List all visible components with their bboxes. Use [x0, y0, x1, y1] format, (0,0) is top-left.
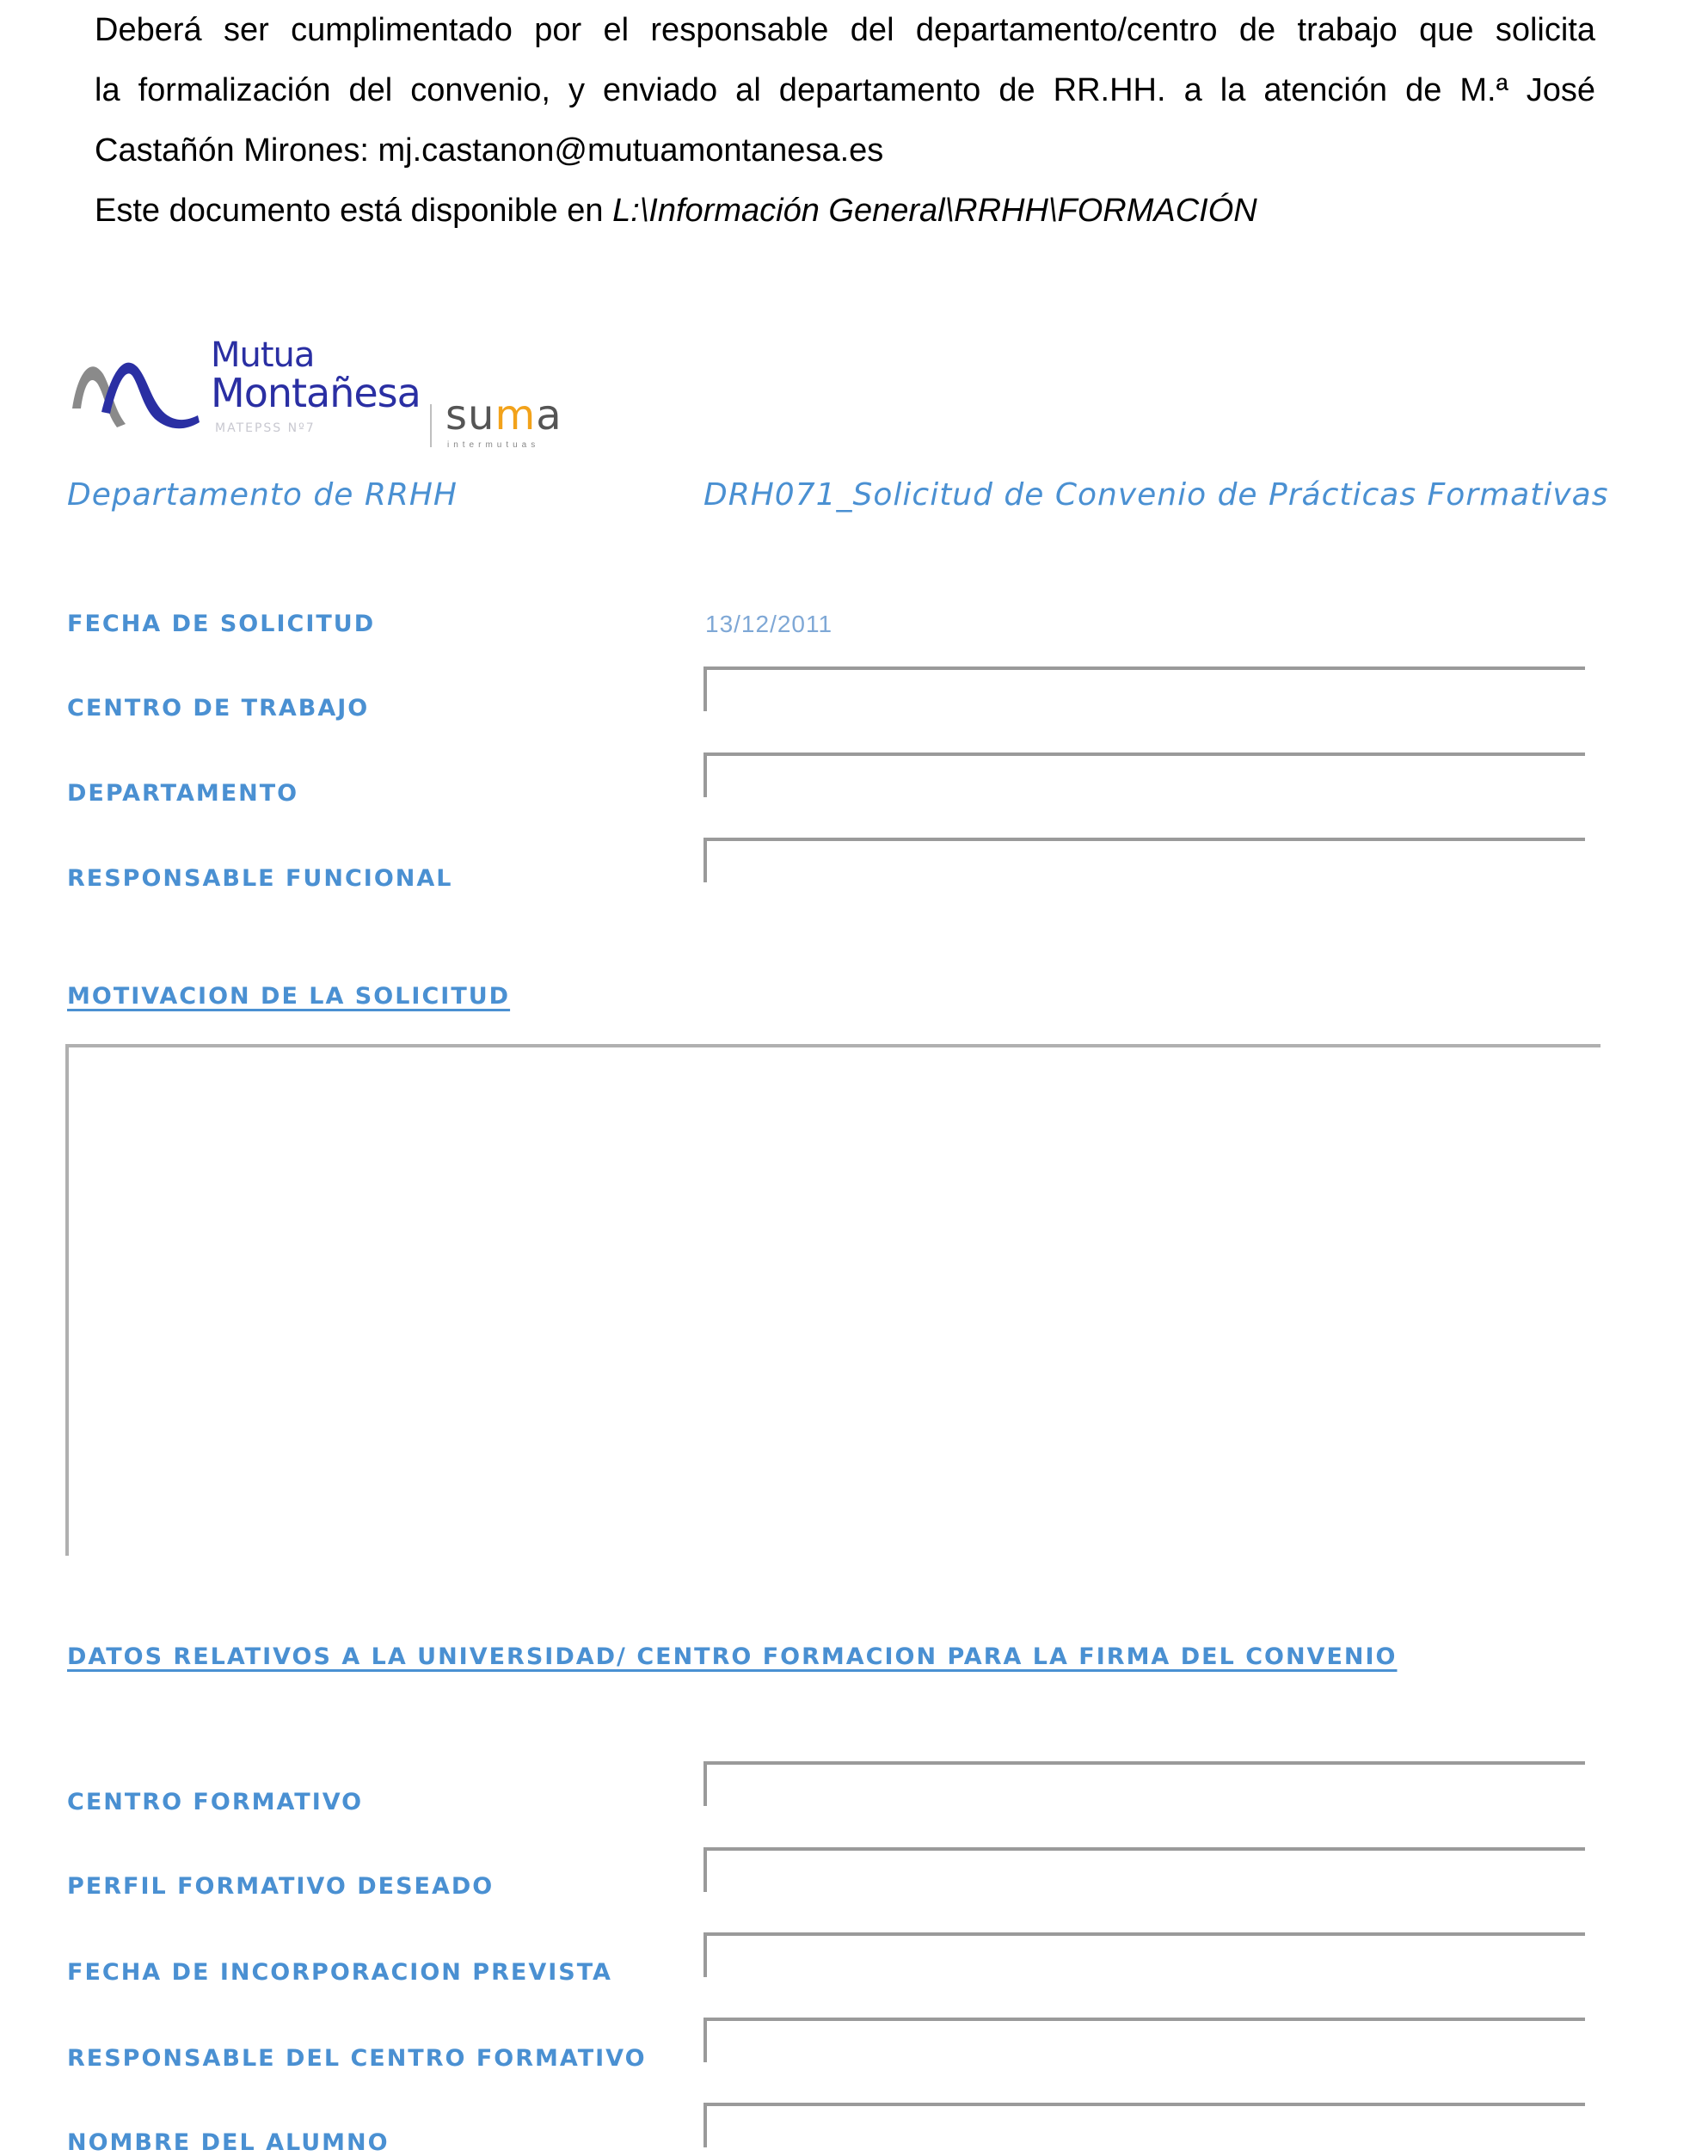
responsable-funcional-field[interactable]	[703, 838, 1585, 882]
departamento-label: DEPARTAMENTO	[67, 780, 299, 807]
document-path: L:\Información General\RRHH\FORMACIÓN	[612, 193, 1257, 229]
fecha-incorporacion-field[interactable]	[703, 1932, 1585, 1977]
responsable-centro-field[interactable]	[703, 2018, 1585, 2062]
responsable-funcional-label: RESPONSABLE FUNCIONAL	[67, 865, 453, 892]
perfil-formativo-label: PERFIL FORMATIVO DESEADO	[67, 1873, 495, 1900]
responsable-centro-label: RESPONSABLE DEL CENTRO FORMATIVO	[67, 2045, 647, 2072]
suma-m: m	[495, 391, 537, 439]
motivacion-section-title: MOTIVACION DE LA SOLICITUD	[67, 983, 511, 1010]
centro-trabajo-label: CENTRO DE TRABAJO	[67, 695, 370, 722]
perfil-formativo-field[interactable]	[703, 1847, 1585, 1892]
logo-separator	[430, 404, 432, 447]
fecha-solicitud-value: 13/12/2011	[705, 611, 833, 637]
datos-universidad-section-title: DATOS RELATIVOS A LA UNIVERSIDAD/ CENTRO FORMACION PARA LA FIRMA DEL CONVENIO	[67, 1643, 1398, 1670]
suma-subtitle: intermutuas	[447, 440, 540, 450]
nombre-alumno-label: NOMBRE DEL ALUMNO	[67, 2129, 390, 2156]
mutua-montanesa-mark-icon	[69, 340, 206, 443]
brand-montanesa: Montañesa	[211, 370, 421, 416]
company-logo	[69, 335, 619, 456]
departamento-field[interactable]	[703, 752, 1585, 797]
document-title: DRH071_Solicitud de Convenio de Prácticas Formativas	[703, 477, 1609, 513]
fecha-incorporacion-label: FECHA DE INCORPORACION PREVISTA	[67, 1959, 612, 1986]
centro-formativo-label: CENTRO FORMATIVO	[67, 1789, 364, 1815]
intro-paragraph	[95, 0, 1595, 241]
brand-mutua: Mutua	[211, 335, 315, 375]
suma-suffix: a	[536, 391, 562, 439]
motivacion-textarea[interactable]	[65, 1044, 1600, 1556]
brand-subtitle: MATEPSS Nº7	[215, 421, 316, 435]
centro-formativo-field[interactable]	[703, 1761, 1585, 1806]
department-heading: Departamento de RRHH	[67, 477, 458, 513]
nombre-alumno-field[interactable]	[703, 2103, 1585, 2147]
intro-line-4-prefix: Este documento está disponible en	[95, 193, 613, 229]
suma-logo	[445, 391, 562, 439]
intro-line-4	[95, 181, 1595, 241]
suma-prefix: su	[445, 391, 495, 439]
fecha-solicitud-label: FECHA DE SOLICITUD	[67, 611, 376, 637]
intro-line-3: Castañón Mirones: mj.castanon@mutuamontanesa.es	[95, 132, 884, 169]
centro-trabajo-field[interactable]	[703, 666, 1585, 711]
intro-line-1: Deberá ser cumplimentado por el responsable del departamento/centro de trabajo que solicita	[95, 12, 1595, 48]
intro-line-2: la formalización del convenio, y enviado al departamento de RR.HH. a la atención de M.ª José	[95, 72, 1595, 108]
